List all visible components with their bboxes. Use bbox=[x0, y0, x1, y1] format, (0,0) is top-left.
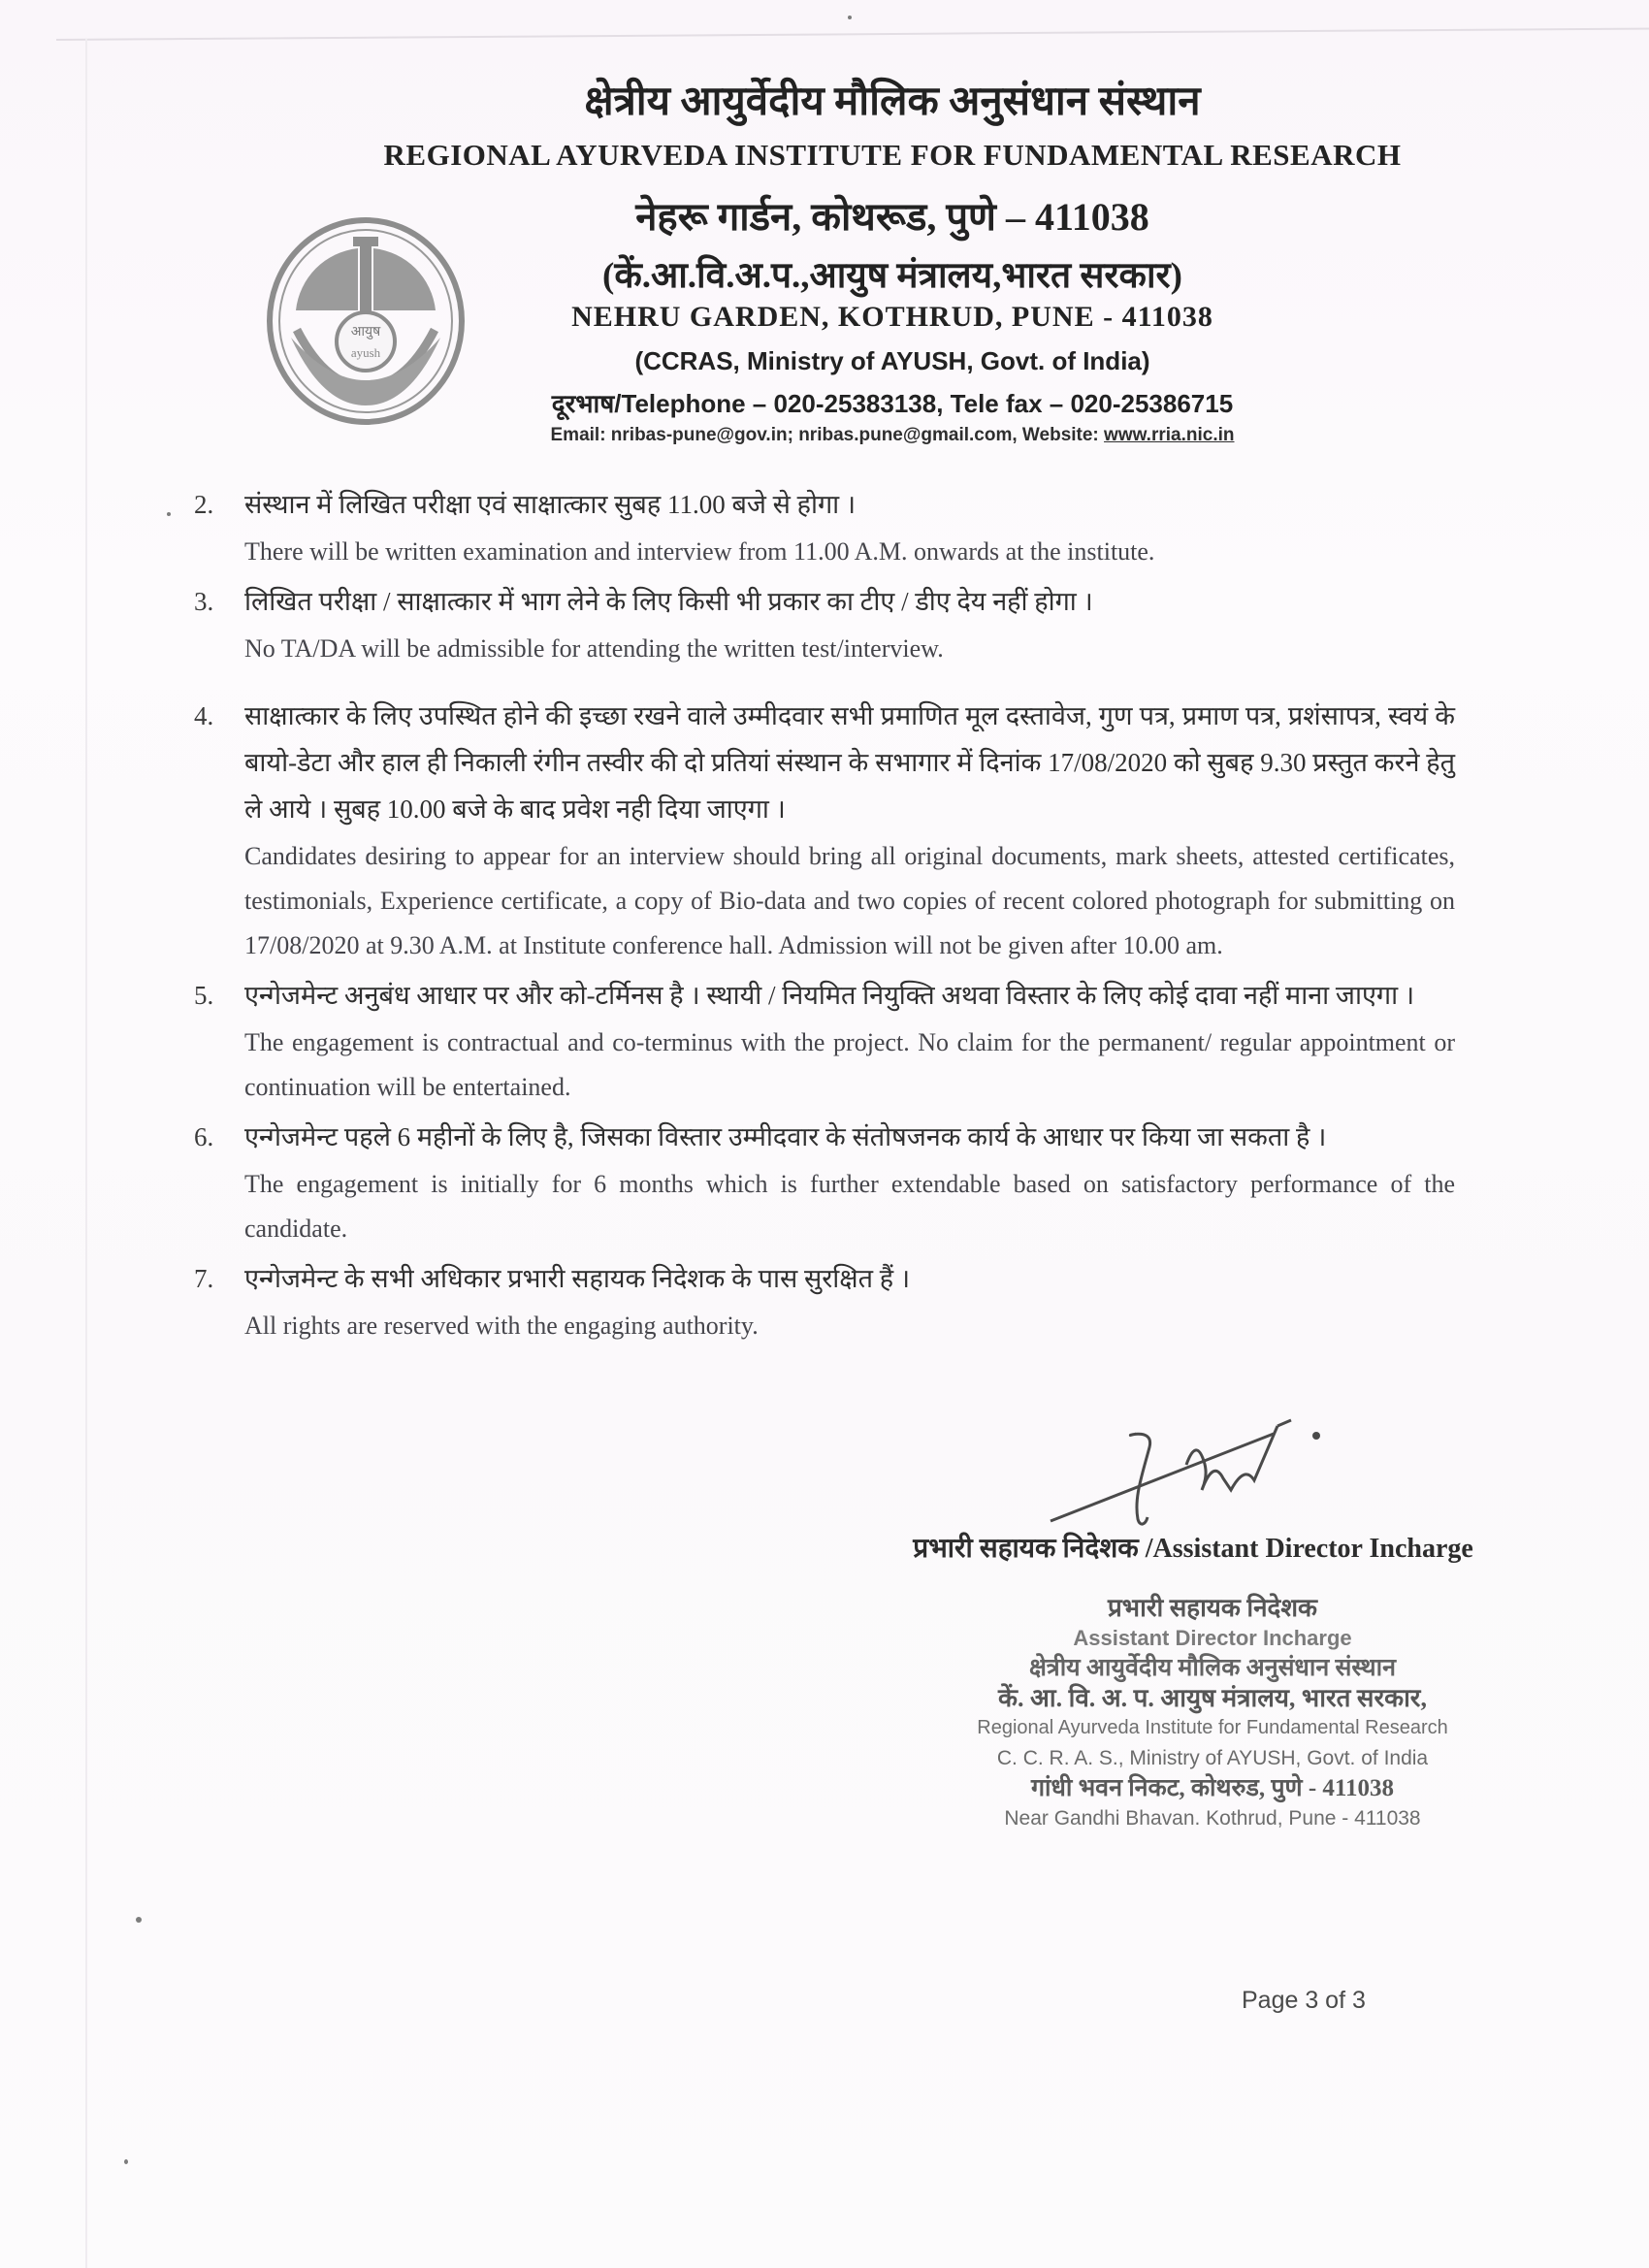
notice-body bbox=[194, 481, 1455, 1352]
item-text-english: There will be written examination and interview from 11.00 A.M. onwards at the institute. bbox=[244, 537, 1155, 566]
item-text-hindi: एन्गेजमेन्ट पहले 6 महीनों के लिए है, जिसका विस्तार उम्मीदवार के संतोषजनक कार्य के आधार पर किया जा सकता है । bbox=[244, 1122, 1327, 1151]
stamp-line: Assistant Director Incharge bbox=[1073, 1626, 1352, 1650]
signature bbox=[1043, 1397, 1363, 1542]
ministry-line-hindi: (कें.आ.वि.अ.प.,आयुष मंत्रालय,भारत सरकार) bbox=[602, 256, 1182, 296]
scan-speck bbox=[167, 512, 171, 516]
institute-address-english: NEHRU GARDEN, KOTHRUD, PUNE - 411038 bbox=[571, 301, 1213, 333]
ministry-line-english: (CCRAS, Ministry of AYUSH, Govt. of India) bbox=[634, 346, 1150, 375]
item-text-english: The engagement is contractual and co-terminus with the project. No claim for the permanent/ regular appointment or continuation will be entertained. bbox=[244, 1028, 1455, 1101]
stamp-line: C. C. R. A. S., Ministry of AYUSH, Govt. of India bbox=[996, 1747, 1429, 1769]
institute-title-english: REGIONAL AYURVEDA INSTITUTE FOR FUNDAMENTAL RESEARCH bbox=[383, 138, 1402, 172]
stamp-line: प्रभारी सहायक निदेशक bbox=[1108, 1594, 1317, 1622]
list-item bbox=[194, 972, 1455, 1110]
website-link[interactable]: www.rria.nic.in bbox=[1104, 425, 1235, 445]
item-text-hindi: संस्थान में लिखित परीक्षा एवं साक्षात्कार सुबह 11.00 बजे से होगा । bbox=[244, 490, 857, 519]
item-number: 2. bbox=[194, 490, 214, 519]
office-stamp bbox=[873, 1593, 1552, 1833]
item-text-english: No TA/DA will be admissible for attending the written test/interview. bbox=[244, 634, 944, 663]
signatory-designation: प्रभारी सहायक निदेशक /Assistant Director Incharge bbox=[913, 1534, 1473, 1564]
item-text bbox=[244, 1114, 1455, 1251]
item-number: 5. bbox=[194, 981, 214, 1010]
stamp-line: क्षेत्रीय आयुर्वेदीय मौलिक अनुसंधान संस्थान bbox=[1028, 1655, 1396, 1681]
item-number: 3. bbox=[194, 587, 214, 616]
item-number: 4. bbox=[194, 701, 214, 730]
email-text: Email: nribas-pune@gov.in; nribas.pune@gmail.com, Website: bbox=[550, 425, 1105, 445]
item-number: 7. bbox=[194, 1264, 214, 1293]
item-text bbox=[244, 972, 1455, 1110]
telephone-line: दूरभाष/Telephone – 020-25383138, Tele fax – 020-25386715 bbox=[551, 389, 1234, 418]
item-text bbox=[244, 481, 1455, 574]
scan-speck bbox=[136, 1917, 142, 1923]
stamp-line: Near Gandhi Bhavan. Kothrud, Pune - 411038 bbox=[1004, 1807, 1421, 1830]
item-text-hindi: लिखित परीक्षा / साक्षात्कार में भाग लेने के लिए किसी भी प्रकार का टीए / डीए देय नहीं होगा । bbox=[244, 587, 1093, 616]
list-item bbox=[194, 481, 1455, 574]
scan-speck bbox=[124, 2159, 128, 2164]
paper-left-edge bbox=[85, 39, 87, 2268]
list-item bbox=[194, 1255, 1455, 1348]
item-text-english: All rights are reserved with the engaging authority. bbox=[244, 1312, 759, 1340]
list-item bbox=[194, 1114, 1455, 1251]
item-text-hindi: एन्गेजमेन्ट अनुबंध आधार पर और को-टर्मिनस है । स्थायी / नियमित नियुक्ति अथवा विस्तार के लिए कोई दावा नहीं माना जाएगा । bbox=[244, 981, 1415, 1010]
institute-address-hindi: नेहरू गार्डन, कोथरूड, पुणे – 411038 bbox=[635, 195, 1149, 239]
item-text-hindi: साक्षात्कार के लिए उपस्थित होने की इच्छा रखने वाले उम्मीदवार सभी प्रमाणित मूल दस्तावेज, गुण पत्र, प्रमाण पत्र, प्रशंसापत्र, स्वयं के बायो-डेटा और हाल ही निकाली रंगीन तस्वीर की दो प्रतियां संस्थान के सभागार में दिनांक 17/08/2020 को सुबह 9.30 प्रस्तुत करने हेतु ले आये । सुबह 10.00 बजे के बाद प्रवेश नही दिया जाएगा । bbox=[244, 701, 1455, 824]
logo-text-english: ayush bbox=[350, 345, 381, 360]
item-text bbox=[244, 693, 1455, 968]
item-text-hindi: एन्गेजमेन्ट के सभी अधिकार प्रभारी सहायक निदेशक के पास सुरक्षित हैं । bbox=[244, 1264, 911, 1293]
item-text bbox=[244, 578, 1455, 671]
list-item bbox=[194, 693, 1455, 968]
page-number: Page 3 of 3 bbox=[1242, 1987, 1366, 2014]
logo-text-hindi: आयुष bbox=[350, 325, 381, 340]
scan-speck bbox=[848, 16, 852, 19]
institute-title-hindi: क्षेत्रीय आयुर्वेदीय मौलिक अनुसंधान संस्थान bbox=[584, 80, 1201, 124]
stamp-line: Regional Ayurveda Institute for Fundamental Research bbox=[977, 1717, 1448, 1738]
ayush-logo-icon bbox=[264, 215, 468, 427]
item-text-english: Candidates desiring to appear for an interview should bring all original documents, mark sheets, attested certificates, testimonials, Experience certificate, a copy of Bio-data and two copies of recent colored photograph for submitting on 17/08/2020 at 9.30 A.M. at Institute conference hall. Admission will not be given after 10.00 am. bbox=[244, 842, 1455, 959]
paper-top-edge bbox=[56, 27, 1649, 41]
item-text bbox=[244, 1255, 1455, 1348]
email-website-line bbox=[310, 425, 1474, 446]
list-item bbox=[194, 578, 1455, 671]
stamp-line: गांधी भवन निकट, कोथरुड, पुणे - 411038 bbox=[1030, 1775, 1395, 1801]
stamp-line: कें. आ. वि. अ. प. आयुष मंत्रालय, भारत सरकार, bbox=[998, 1684, 1427, 1712]
item-text-english: The engagement is initially for 6 months which is further extendable based on satisfactory performance of the candidate. bbox=[244, 1170, 1455, 1243]
item-number: 6. bbox=[194, 1122, 214, 1151]
